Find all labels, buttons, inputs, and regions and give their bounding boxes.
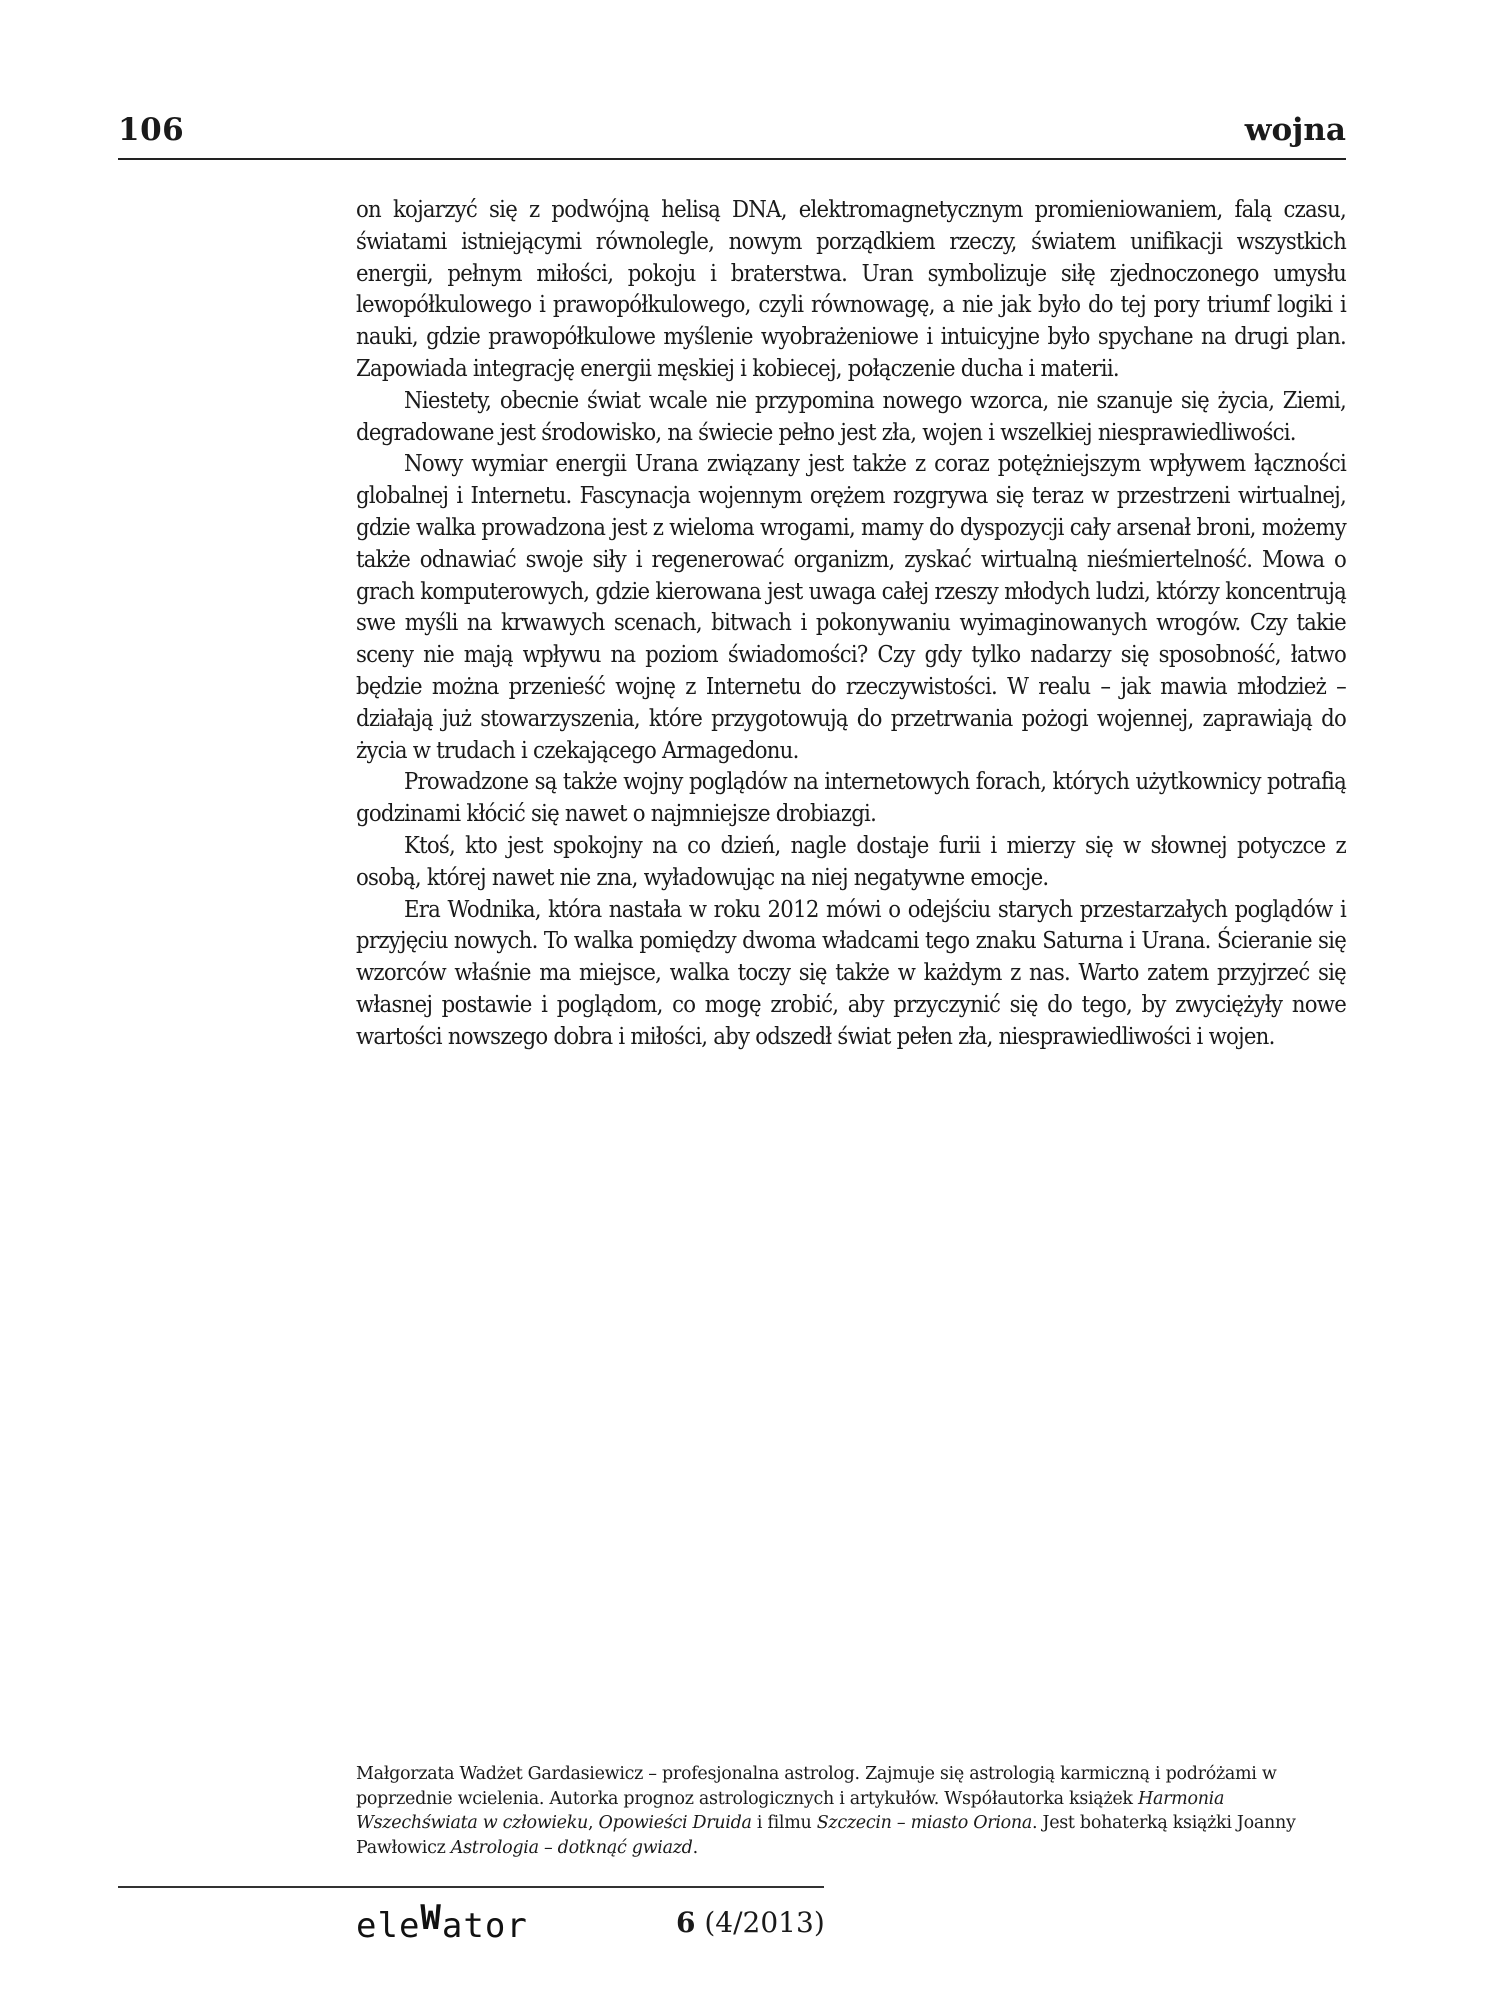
logo-text: W [420, 1898, 442, 1938]
bio-text: i filmu [751, 1813, 817, 1833]
footer-divider [118, 1886, 824, 1888]
film-title: Szczecin – miasto Oriona [816, 1813, 1032, 1833]
page-number: 106 [118, 112, 185, 148]
paragraph: on kojarzyć się z podwójną helisą DNA, elektromagnetycznym promieniowaniem, falą czasu, światami istniejącymi równolegle, nowym porządkiem rzeczy, światem unifikacji wszystkich energii, pełnym miłości, pokoju i braterstwa. Uran symbolizuje siłę zjednoczonego umysłu lewopółkulowego i prawopółkulowego, czyli równowagę, a nie jak było do tej pory triumf logiki i nauki, gdzie prawopółkulowe myślenie wyobrażeniowe i intuicyjne było spychane na drugi plan. Zapowiada integrację energii męskiej i kobiecej, połączenie ducha i materii. [356, 195, 1346, 382]
paragraph: Era Wodnika, która nastała w roku 2012 mówi o odejściu starych przestarzałych poglądów i przyjęciu nowych. To walka pomiędzy dwoma władcami tego znaku Saturna i Urana. Ścieranie się wzorców właśnie ma miejsce, walka toczy się także w każdym z nas. Warto zatem przyjrzeć się własnej postawie i poglądom, co mogę zrobić, aby przyczynić się do tego, by zwyciężyły nowe wartości nowszego dobra i miłości, aby odszedł świat pełen zła, niesprawiedliwości i wojen. [356, 894, 1346, 1050]
bio-text: Małgorzata Wadżet Gardasiewicz – profesjonalna astrolog. Zajmuje się astrologią karmiczną i podróżami w poprzednie wcielenia. Autorka prognoz astrologicznych i artykułów. Współautorka książek [356, 1764, 1277, 1809]
book-title: Astrologia – dotknąć gwiazd [450, 1837, 693, 1858]
paragraph: Nowy wymiar energii Urana związany jest także z coraz potężniejszym wpływem łączności globalnej i Internetu. Fascynacja wojennym orężem rozgrywa się teraz w przestrzeni wirtualnej, gdzie walka prowadzona jest z wieloma wrogami, mamy do dyspozycji cały arsenał broni, możemy także odnawiać swoje siły i regenerować organizm, zyskać wirtualną nieśmiertelność. Mowa o grach komputerowych, gdzie kierowana jest uwaga całej rzeszy młodych ludzi, którzy koncentrują swe myśli na krwawych scenach, bitwach i pokonywaniu wyimaginowanych wrogów. Czy takie sceny nie mają wpływu na poziom świadomości? Czy gdy tylko nadarzy się sposobność, łatwo będzie można przenieść wojnę z Internetu do rzeczywistości. W realu – jak mawia młodzież – działają już stowarzyszenia, które przygotowują do przetrwania pożogi wojennej, zaprawiają do życia w trudach i czekającego Armagedonu. [356, 449, 1346, 764]
issue-label [676, 1906, 825, 1939]
bio-text: . Jest bohaterką książki Joanny Pawłowicz [356, 1813, 1296, 1858]
logo-text: ator [441, 1906, 528, 1946]
paragraph: Ktoś, kto jest spokojny na co dzień, nagle dostaje furii i mierzy się w słownej potyczce z osobą, której nawet nie zna, wyładowując na niej negatywne emocje. [356, 830, 1346, 891]
issue-detail: (4/2013) [695, 1906, 825, 1939]
magazine-logo [356, 1898, 528, 1946]
paragraph: Niestety, obecnie świat wcale nie przypomina nowego wzorca, nie szanuje się życia, Ziemi, degradowane jest środowisko, na świecie pełno jest zła, wojen i wszelkiej niesprawiedliwości. [356, 385, 1346, 446]
article-body [356, 194, 1346, 1053]
author-bio [356, 1762, 1346, 1860]
issue-number: 6 [676, 1906, 696, 1939]
book-title: Harmonia Wszechświata w człowieku [356, 1788, 1225, 1833]
paragraph: Prowadzone są także wojny poglądów na internetowych forach, których użytkownicy potrafią godzinami kłócić się nawet o najmniejsze drobiazgi. [356, 767, 1346, 828]
bio-text: . [692, 1837, 698, 1858]
bio-text: , [588, 1813, 599, 1833]
header-divider [118, 158, 1346, 160]
logo-text: ele [356, 1906, 421, 1946]
section-title: wojna [1244, 112, 1346, 148]
book-title: Opowieści Druida [598, 1813, 752, 1833]
